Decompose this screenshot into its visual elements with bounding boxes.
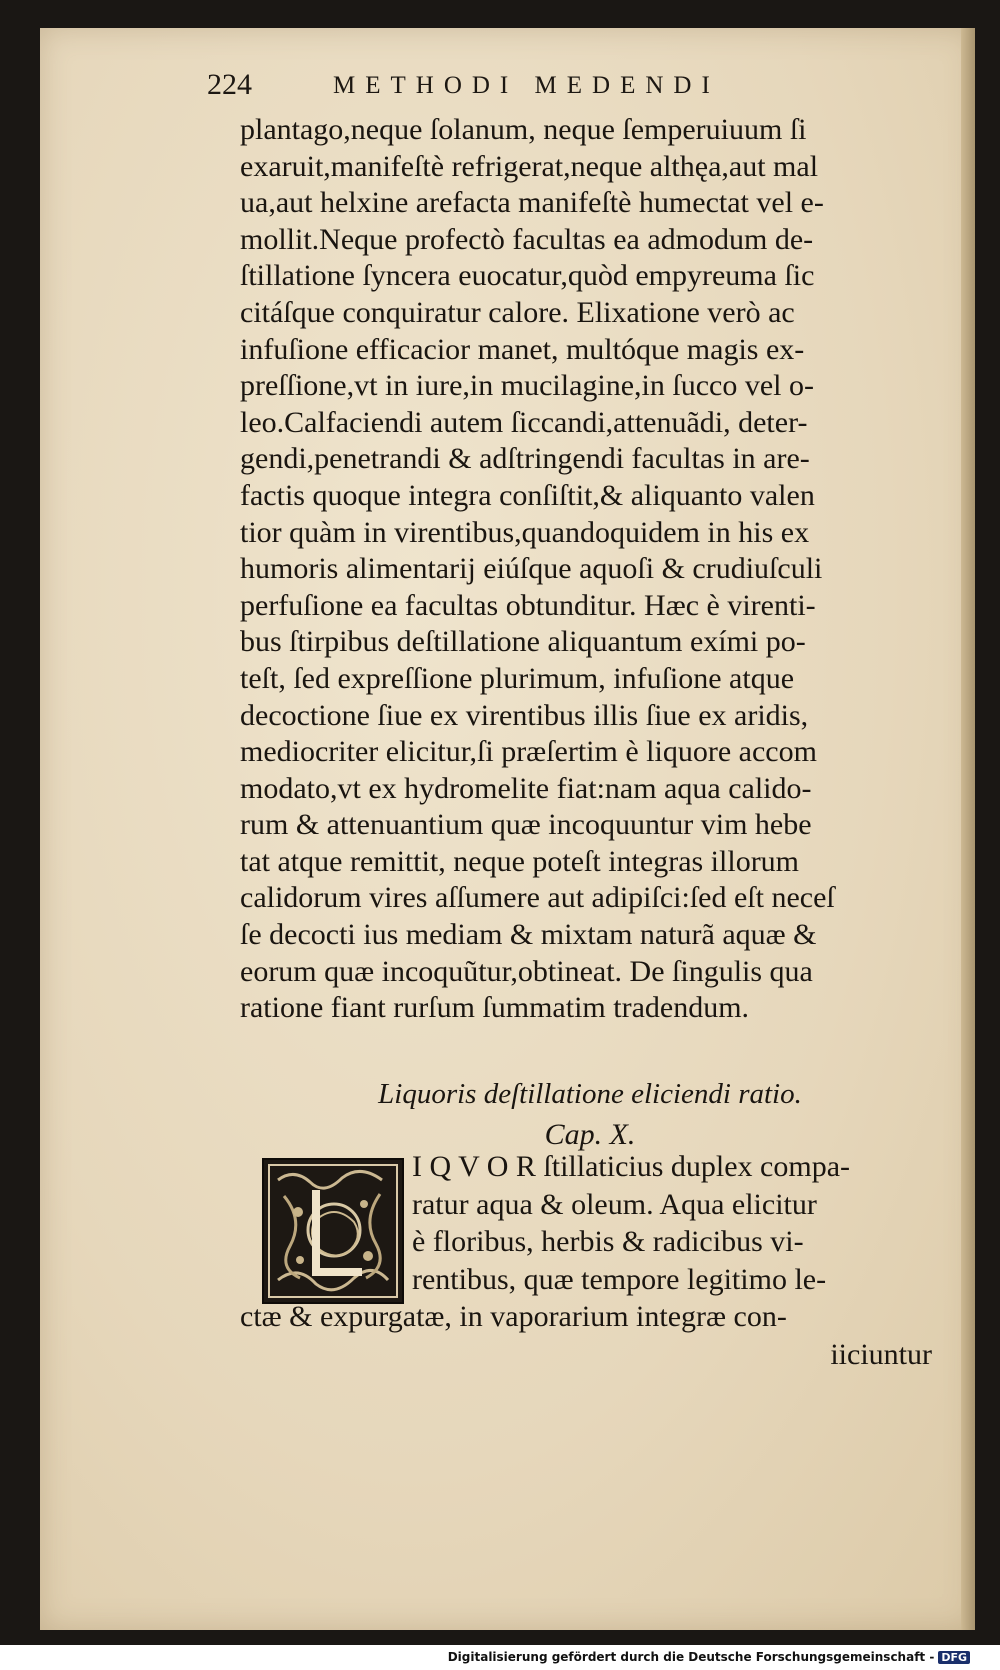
text-line: modato,vt ex hydromelite fiat:nam aqua calido-: [240, 771, 812, 805]
text-line: factis quoque integra conſiſtit,& aliquanto valen: [240, 478, 815, 512]
text-line: ua,aut helxine arefacta manifeſtè humectat vel e-: [240, 186, 824, 220]
body-text: [240, 112, 940, 1027]
text-line: plantago,neque ſolanum, neque ſemperuiuum ſi: [240, 113, 807, 146]
text-line: decoctione ſiue ex virentibus illis ſiue ex aridis,: [240, 698, 809, 732]
text-line: tat atque remittit, neque poteſt integras illorum: [240, 844, 800, 878]
text-line: infuſione efficacior manet, multóque magis ex-: [240, 332, 805, 366]
running-head: [207, 68, 867, 108]
catchword: iiciuntur: [830, 1337, 932, 1371]
text-line: preſſione,vt in iure,in mucilagine,in ſucco vel o-: [240, 369, 814, 403]
text-line: è floribus, herbis & radicibus vi-: [412, 1225, 804, 1258]
text-line: teſt, ſed expreſſione plurimum, infuſione atque: [240, 661, 795, 695]
text-line: gendi,penetrandi & adſtringendi facultas in are-: [240, 442, 810, 476]
text-line: rentibus, quæ tempore legitimo le-: [412, 1262, 827, 1296]
dfg-logo: DFG: [938, 1651, 970, 1664]
text-line: citáſque conquiratur calore. Elixatione verò ac: [240, 295, 795, 329]
text-line: leo.Calfaciendi autem ſiccandi,attenuãdi, deter-: [240, 405, 808, 439]
text-line: mollit.Neque profectò facultas ea admodum de-: [240, 222, 814, 256]
text-line: ſe decocti ius mediam & mixtam naturã aquæ &: [240, 918, 817, 952]
text-line: perfuſione ea facultas obtunditur. Hæc è virenti-: [240, 588, 816, 622]
digitization-credit: [448, 1650, 970, 1664]
running-title: METHODI MEDENDI: [333, 72, 720, 99]
text-line: eorum quæ incoquũtur,obtineat. De ſingulis qua: [240, 954, 813, 988]
credit-text: Digitalisierung gefördert durch die Deutsche Forschungsgemeinschaft -: [447, 1650, 935, 1664]
text-line: I Q V O R ſtillaticius duplex compa-: [412, 1150, 851, 1183]
text-line: ratur aqua & oleum. Aqua elicitur: [412, 1187, 817, 1221]
text-line: exaruit,manifeſtè refrigerat,neque althęa,aut mal: [240, 149, 819, 183]
text-line: ctæ & expurgatæ, in vaporarium integræ con-: [240, 1300, 787, 1333]
chapter-text: [240, 1148, 940, 1373]
text-line: calidorum vires aſſumere aut adipiſci:ſed eſt neceſ: [240, 881, 835, 915]
text-line: rum & attenuantium quæ incoquuntur vim hebe: [240, 808, 812, 842]
chapter-number: Cap. X.: [544, 1118, 636, 1151]
text-line: mediocriter elicitur,ſi præſertim è liquore accom: [240, 735, 817, 769]
text-line: tior quàm in virentibus,quandoquidem in his ex: [240, 515, 810, 549]
text-line: bus ſtirpibus deſtillatione aliquantum exími po-: [240, 625, 806, 659]
text-line: ſtillatione ſyncera euocatur,quòd empyreuma ſic: [240, 259, 815, 293]
page-edge: [961, 28, 975, 1630]
text-line: ratione fiant rurſum ſummatim tradendum.: [240, 991, 750, 1025]
chapter-heading: Liquoris deſtillatione eliciendi ratio.: [378, 1078, 802, 1110]
text-line: humoris alimentarij eiúſque aquoſi & crudiuſculi: [240, 552, 823, 586]
page-number: 224: [207, 68, 252, 101]
